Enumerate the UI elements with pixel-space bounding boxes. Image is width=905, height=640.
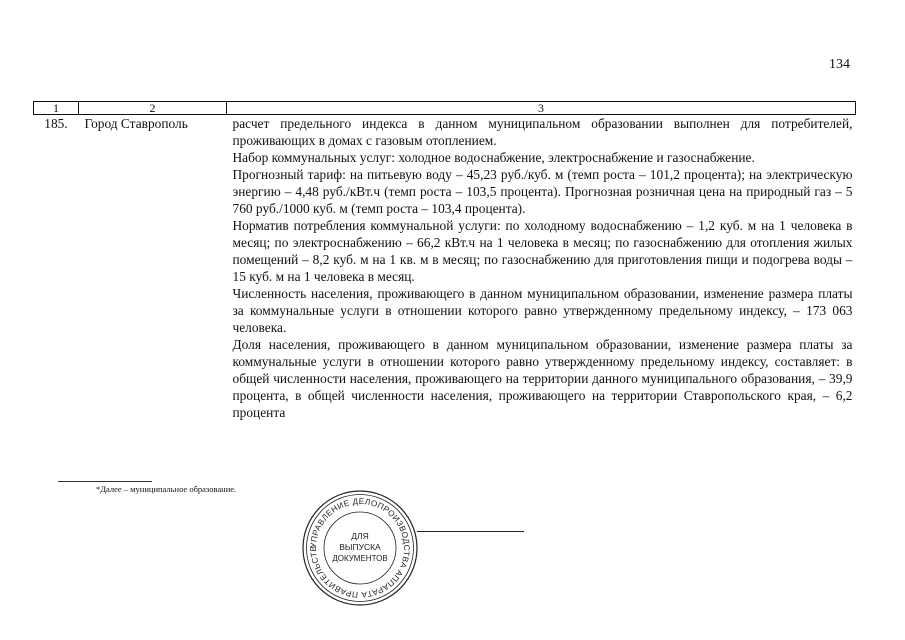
paragraph-services-set: Набор коммунальных услуг: холодное водоснабжение, электроснабжение и газоснабжение. (232, 150, 755, 165)
table-header-row (34, 102, 856, 115)
page-number: 134 (829, 57, 850, 72)
paragraph-tariff: Прогнозный тариф: на питьевую воду – 45,23 руб./куб. м (темп роста – 101,2 процента); на электрическую энергию – 4,48 руб./кВт.ч (темп роста – 103,5 процента). Прогнозная розничная цена на природный газ – 5 760 руб./1000 куб. м (темп роста – 103,4 процента). (232, 167, 853, 216)
column-header-1: 1 (34, 102, 79, 115)
signature-line (417, 531, 524, 532)
stamp-inner-line-1: ДЛЯ (351, 531, 369, 541)
document-table (33, 101, 856, 421)
row-number: 185. (44, 116, 68, 131)
stamp-outer-text: УПРАВЛЕНИЕ ДЕЛОПРОИЗВОДСТВА АППАРАТА ПРАВИТЕЛЬСТВ (308, 496, 412, 600)
column-header-3: 3 (227, 102, 856, 115)
stamp-graphic (300, 476, 420, 616)
paragraph-population: Численность населения, проживающего в данном муниципальном образовании, изменение размера платы за коммунальные услуги в отношении которого равно утвержденному предельному индексу, – 173 063 человека. (232, 286, 853, 335)
municipality-name: Город Ставрополь (84, 116, 188, 131)
official-stamp (300, 476, 420, 616)
paragraph-calculation-note: расчет предельного индекса в данном муниципальном образовании выполнен для потребителей, проживающих в домах с газовым отоплением. (232, 116, 853, 148)
stamp-inner-line-2: ВЫПУСКА (339, 542, 381, 552)
paragraph-population-share: Доля населения, проживающего в данном муниципальном образовании, изменение размера платы за коммунальные услуги в отношении которого равно утвержденному предельному индексу, составляет: в общей численности населения, проживающего на территории данного муниципального образования, – 39,9 процента, в общей численности населения, проживающего на территории Ставропольского края, – 6,2 процента (232, 337, 853, 420)
footnote-separator (58, 481, 152, 482)
row-description (227, 115, 856, 422)
stamp-inner-line-3: ДОКУМЕНТОВ (332, 554, 388, 563)
paragraph-consumption-norm: Норматив потребления коммунальной услуги: по холодному водоснабжению – 1,2 куб. м на 1 человека в месяц; по электроснабжению – 66,2 кВт.ч на 1 человека в месяц; по газоснабжению для отопления жилых помещений – 8,2 куб. м на 1 кв. м в месяц; по газоснабжению для приготовления пищи и подогрева воды – 15 куб. м на 1 человека в месяц. (232, 218, 853, 284)
column-header-2: 2 (79, 102, 227, 115)
footnote: *Далее – муниципальное образование. (96, 484, 237, 494)
table-row (34, 115, 856, 422)
